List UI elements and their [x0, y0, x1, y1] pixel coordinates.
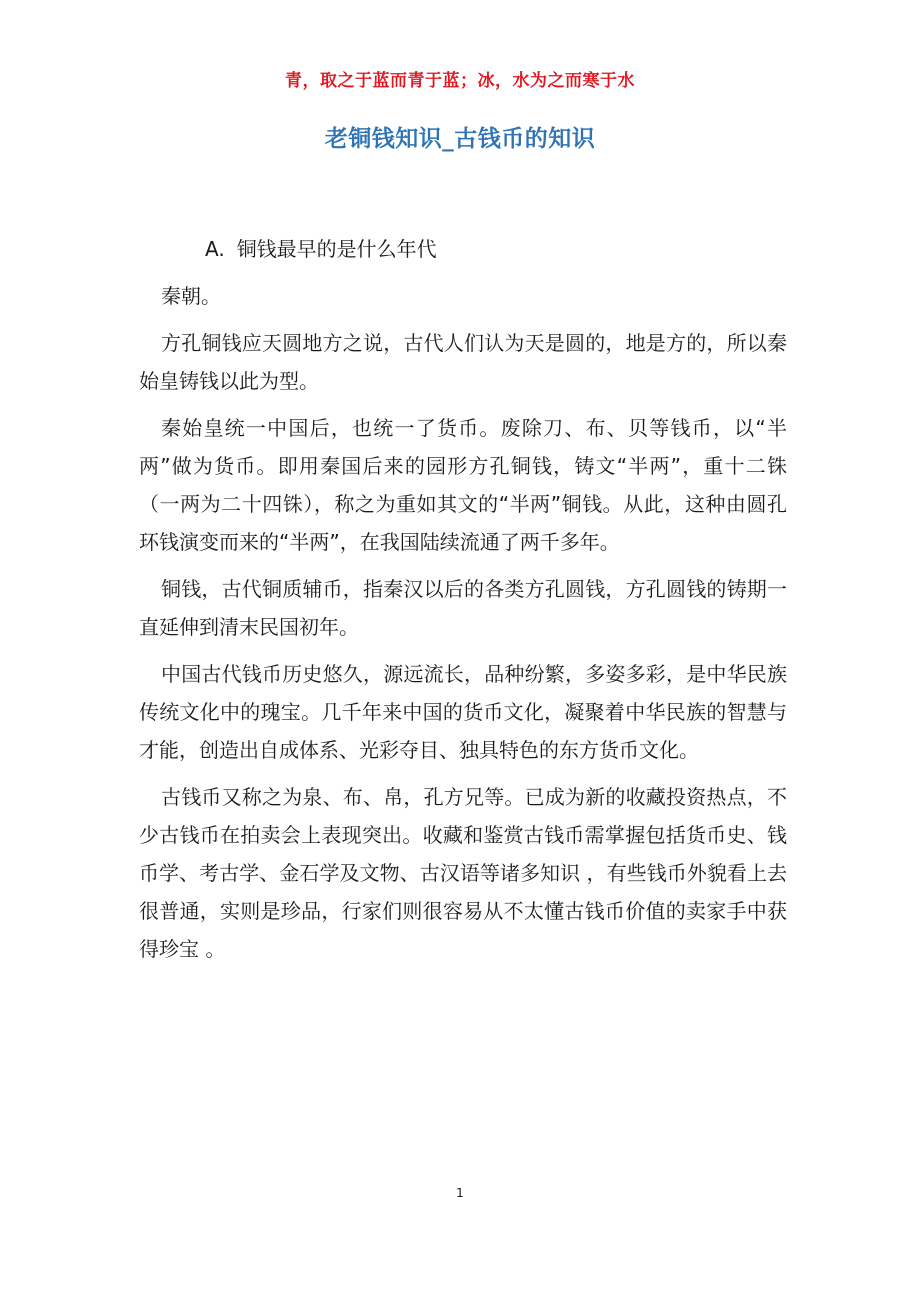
section-heading-text: 铜钱最早的是什么年代: [236, 237, 437, 261]
body-text: [139, 277, 787, 977]
paragraph: 秦朝。: [161, 284, 221, 308]
paragraph: 方孔铜钱应天圆地方之说，古代人们认为天是圆的，地是方的，所以秦始皇铸钱以此为型。: [139, 331, 787, 393]
paragraph: 古钱币又称之为泉、布、帛，孔方兄等。已成为新的收藏投资热点，不少古钱币在拍卖会上表现突出。收藏和鉴赏古钱币需掌握包括货币史、钱币学、考古学、金石学及文物、古汉语等诸多知识 ，有些钱币外貌看上去很普通，实则是珍品，行家们则很容易从不太懂古钱币价值的卖家手中获得珍宝 。: [139, 785, 787, 961]
section-marker: A.: [205, 237, 225, 261]
document-title: 老铜钱知识_古钱币的知识: [324, 126, 596, 152]
paragraph: 铜钱，古代铜质辅币，指秦汉以后的各类方孔圆钱，方孔圆钱的铸期一直延伸到清末民国初年。: [139, 577, 787, 639]
header-motto: 青，取之于蓝而青于蓝；冰，水为之而寒于水: [285, 71, 635, 91]
paragraph: 中国古代钱币历史悠久，源远流长，品种纷繁，多姿多彩，是中华民族传统文化中的瑰宝。几千年来中国的货币文化，凝聚着中华民族的智慧与才能，创造出自成体系、光彩夺目、独具特色的东方货币文化。: [139, 662, 787, 762]
paragraph: 秦始皇统一中国后，也统一了货币。废除刀、布、贝等钱币，以“半两”做为货币。即用秦国后来的园形方孔铜钱，铸文“半两”，重十二铢（一两为二十四铢），称之为重如其文的“半两”铜钱。从此，这种由圆孔环钱演变而来的“半两”，在我国陆续流通了两千多年。: [139, 416, 787, 554]
page-number: 1: [456, 1186, 464, 1200]
section-heading: [205, 233, 437, 262]
